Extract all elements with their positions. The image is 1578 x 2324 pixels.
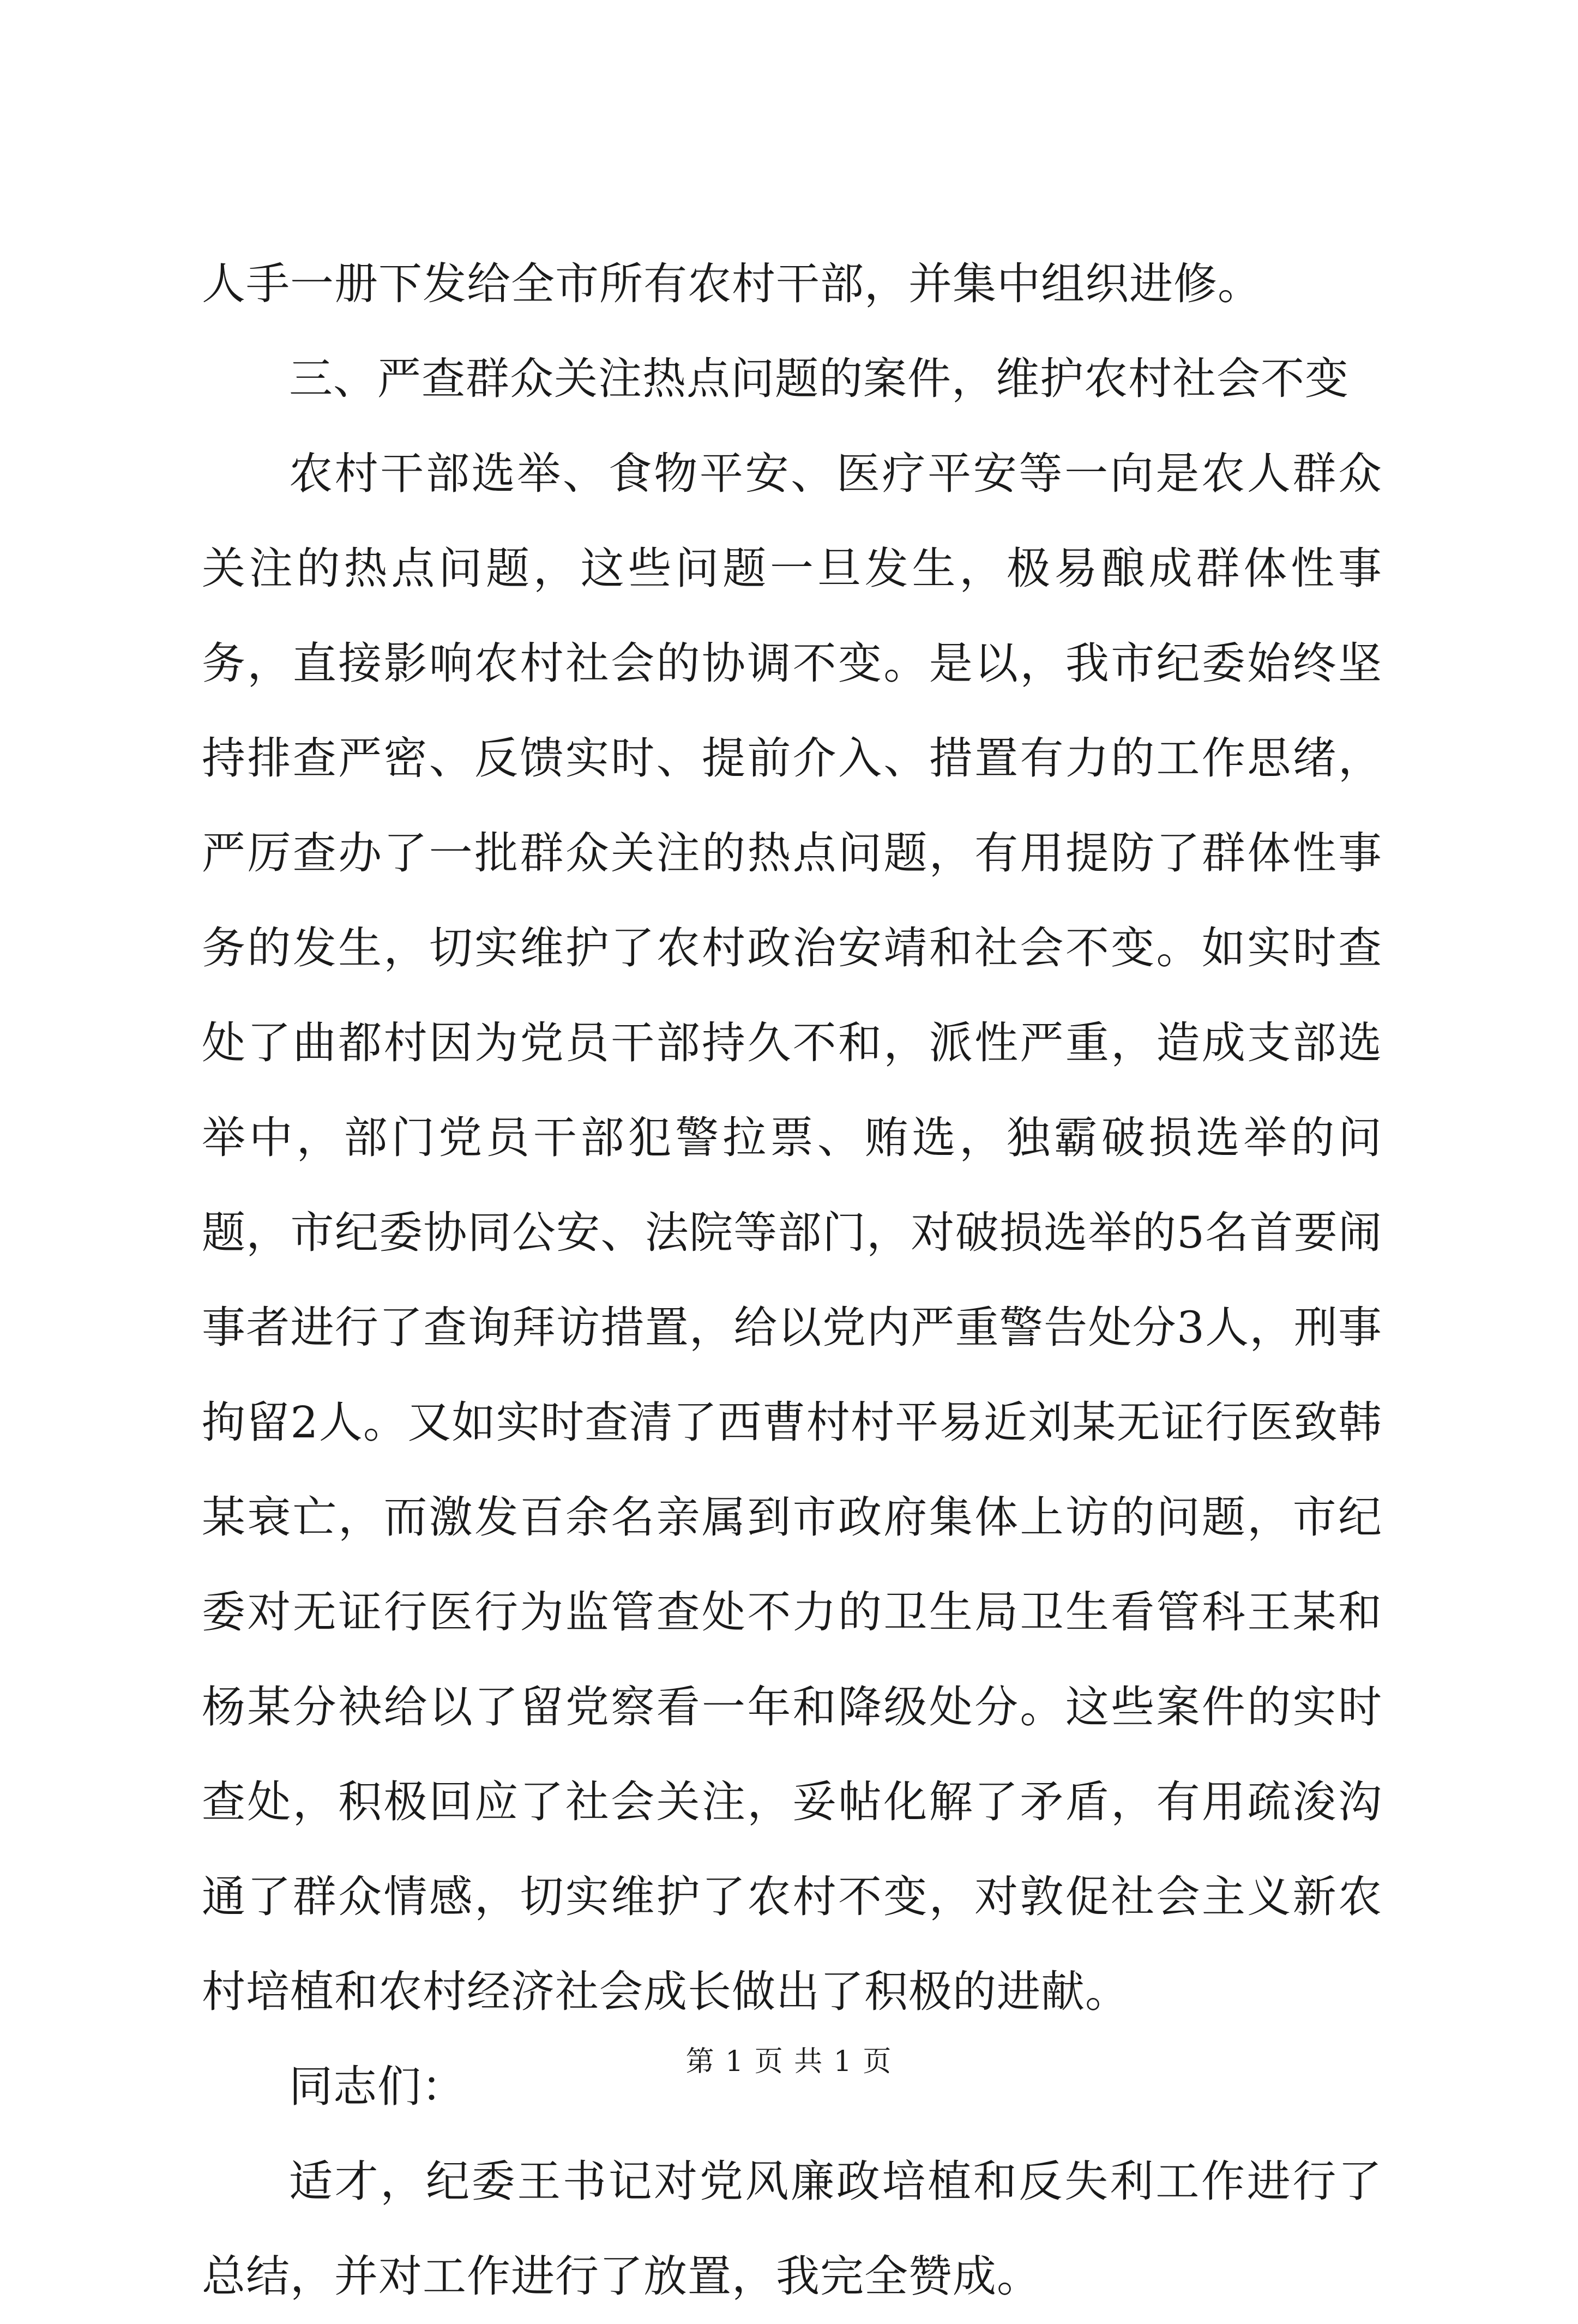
body-paragraph: 农村干部选举、食物平安、医疗平安等一向是农人群众关注的热点问题，这些问题一旦发生，极易酿成群体性事务，直接影响农村社会的协调不变。是以，我市纪委始终坚持排查严密、反馈实时、提前介入、措置有力的工作思绪，严厉查办了一批群众关注的热点问题，有用提防了群体性事务的发生，切实维护了农村政治安靖和社会不变。如实时查处了曲都村因为党员干部持久不和，派性严重，造成支部选举中，部门党员干部犯警拉票、贿选，独霸破损选举的问题，市纪委协同公安、法院等部门，对破损选举的5名首要闹事者进行了查询拜访措置，给以党内严重警告处分3人，刑事拘留2人。又如实时查清了西曹村村平易近刘某无证行医致韩某衰亡，而激发百余名亲属到市政府集体上访的问题，市纪委对无证行医行为监管查处不力的卫生局卫生看管科王某和杨某分袂给以了留党察看一年和降级处分。这些案件的实时查处，积极回应了社会关注，妥帖化解了矛盾，有用疏浚沟通了群众情感，切实维护了农村不变，对敦促社会主义新农村培植和农村经济社会成长做出了积极的进献。 <box>202 448 1382 2017</box>
section-heading: 三、严查群众关注热点问题的案件，维护农村社会不变 <box>289 353 1349 404</box>
page-footer: 第 1 页 共 1 页 <box>685 2045 893 2078</box>
continuation-paragraph: 人手一册下发给全市所有农村干部，并集中组织进修。 <box>202 258 1262 309</box>
document-body <box>202 237 1382 2324</box>
salutation-paragraph: 同志们： <box>289 2061 466 2112</box>
body-paragraph: 适才，纪委王书记对党风廉政培植和反失利工作进行了总结，并对工作进行了放置，我完全赞成。 <box>202 2156 1382 2302</box>
